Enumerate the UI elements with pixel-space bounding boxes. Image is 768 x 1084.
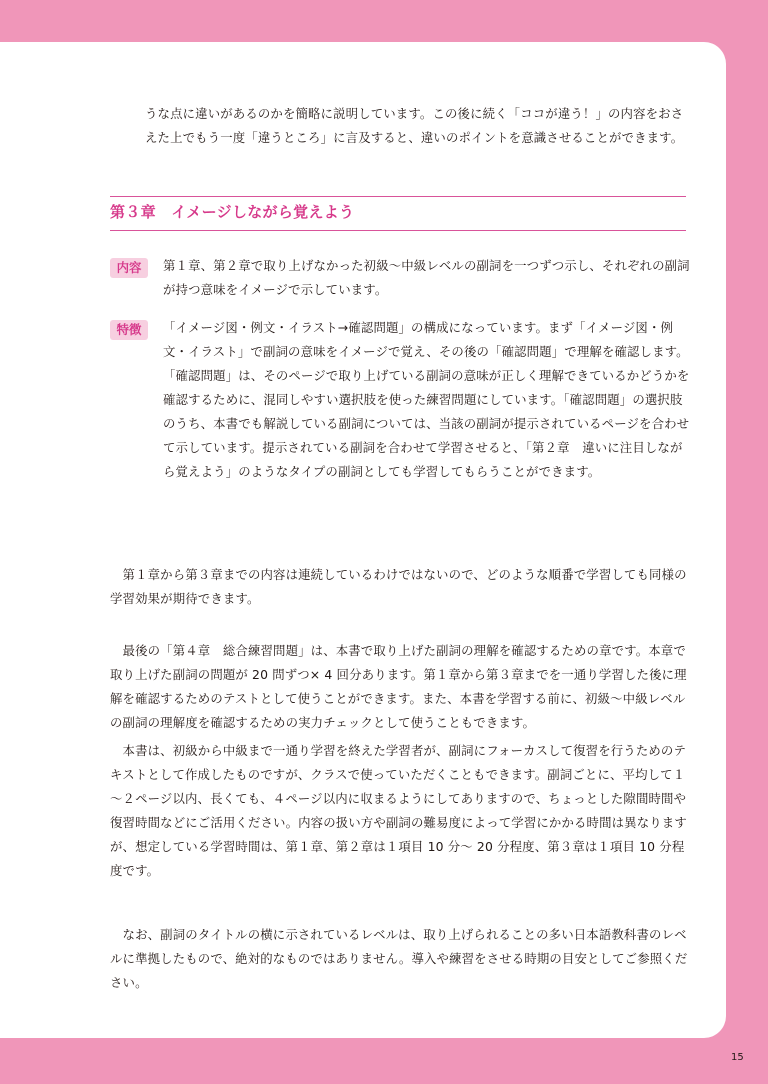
heading-bottom-rule xyxy=(110,230,686,231)
page-number: 15 xyxy=(731,1052,744,1063)
body-paragraph-1: 第１章から第３章までの内容は連続しているわけではないので、どのような順番で学習しても同様の学習効果が期待できます。 xyxy=(110,567,687,606)
features-description: 「イメージ図・例文・イラスト→確認問題」の構成になっています。まず「イメージ図・例文・イラスト」で副詞の意味をイメージで覚え、その後の「確認問題」で理解を確認します。「確認問題」は、そのページで取り上げている副詞の意味が正しく理解できているかどうかを確認するために、混同しやすい選択肢を使った練習問題にしています。「確認問題」の選択肢のうち、本書でも解説している副詞については、当該の副詞が提示されているページを合わせて示しています。提示されている副詞を合わせて学習させると、「第２章 違いに注目しながら覚えよう」のようなタイプの副詞としても学習してもらうことができます。 xyxy=(163,320,690,479)
body-paragraph-2: 最後の「第４章 総合練習問題」は、本書で取り上げた副詞の理解を確認するための章です。本章で取り上げた副詞の問題が 20 問ずつ× 4 回分あります。第１章から第３章までを一通り学習した後に理解を確認するためのテストとして使うことができます。また、本書を学習する前に、初級～中級レベルの副詞の理解度を確認するための実力チェックとして使うこともできます。 xyxy=(110,643,687,730)
content-description: 第１章、第２章で取り上げなかった初級～中級レベルの副詞を一つずつ示し、それぞれの副詞が持つ意味をイメージで示しています。 xyxy=(163,258,690,297)
page-sheet xyxy=(0,42,726,1038)
body-paragraph-4: なお、副詞のタイトルの横に示されているレベルは、取り上げられることの多い日本語教科書のレベルに準拠したもので、絶対的なものではありません。導入や練習をさせる時期の目安としてご参照ください。 xyxy=(110,927,688,990)
chapter3-heading: 第３章 イメージしながら覚えよう xyxy=(110,203,355,221)
heading-top-rule xyxy=(110,196,686,197)
content-label-badge: 内容 xyxy=(110,258,148,278)
features-label-badge: 特徴 xyxy=(110,320,148,340)
body-paragraph-3: 本書は、初級から中級まで一通り学習を終えた学習者が、副詞にフォーカスして復習を行うためのテキストとして作成したものですが、クラスで使っていただくこともできます。副詞ごとに、平均して１～２ページ以内、長くても、４ページ以内に収まるようにしてありますので、ちょっとした隙間時間や復習時間などにご活用ください。内容の扱い方や副詞の難易度によって学習にかかる時間は異なりますが、想定している学習時間は、第１章、第２章は１項目 10 分～ 20 分程度、第３章は１項目 10 分程度です。 xyxy=(110,743,687,878)
intro-paragraph: うな点に違いがあるのかを簡略に説明しています。この後に続く「ココが違う！」の内容をおさえた上でもう一度「違うところ」に言及すると、違いのポイントを意識させることができます。 xyxy=(145,106,684,145)
